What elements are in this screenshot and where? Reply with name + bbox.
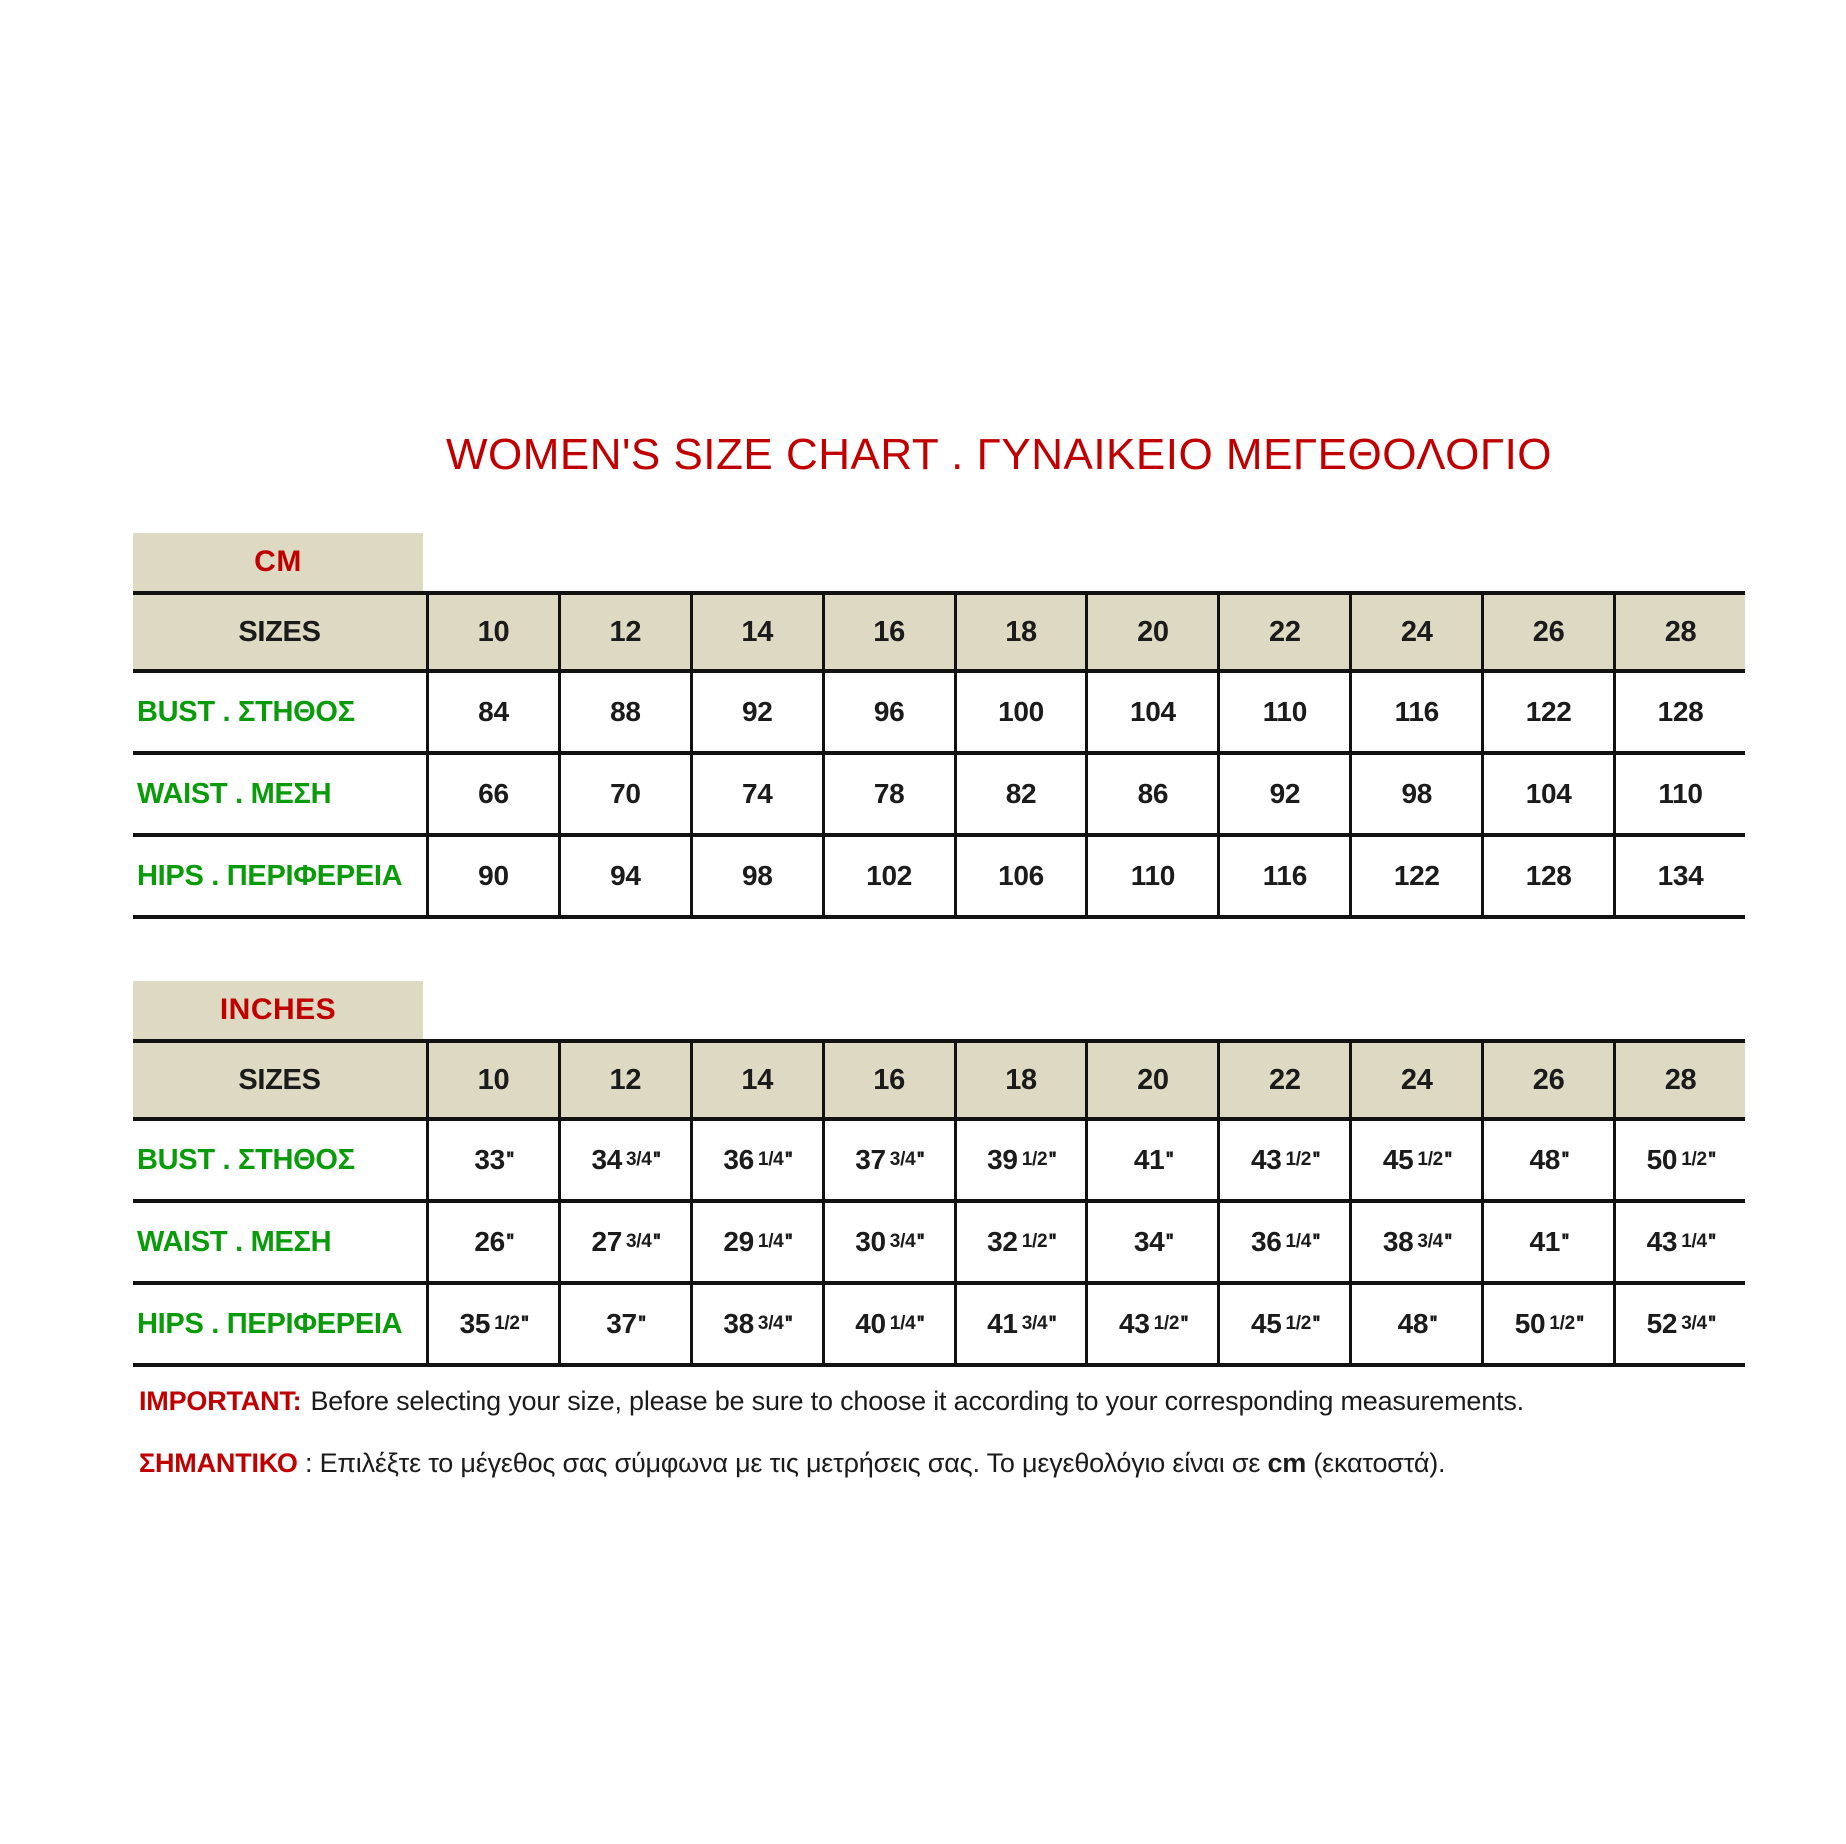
- inch-mark: '': [1165, 1229, 1173, 1254]
- value-whole: 104: [1525, 778, 1572, 809]
- measurement-value: [426, 837, 558, 915]
- sizes-label: SIZES: [238, 1063, 321, 1096]
- measurement-value: [1349, 1121, 1481, 1199]
- value-fraction: 3/4: [1417, 1231, 1443, 1252]
- cm-sizes-header-row: [133, 591, 1745, 673]
- measurement-value: [426, 1203, 558, 1281]
- measurement-value: [690, 837, 822, 915]
- inch-mark: '': [505, 1147, 513, 1172]
- inch-mark: '': [1165, 1147, 1173, 1172]
- size-column-header-18: 18: [954, 595, 1086, 669]
- value-whole: 41: [1133, 1144, 1165, 1175]
- measurement-value: [954, 673, 1086, 751]
- inch-mark: '': [1048, 1311, 1055, 1336]
- measurement-value: [1481, 1121, 1613, 1199]
- measurement-value: [1217, 837, 1349, 915]
- inch-mark: '': [784, 1311, 792, 1336]
- value-fraction: 1/4: [757, 1149, 784, 1170]
- value-fraction: 3/4: [626, 1231, 652, 1252]
- inch-mark: '': [520, 1311, 528, 1336]
- inches-size-table: [133, 981, 1745, 1367]
- value-whole: 110: [1658, 778, 1703, 809]
- measurement-value: [426, 1121, 558, 1199]
- measurement-value: [690, 1285, 822, 1363]
- value-whole: 92: [1269, 778, 1301, 809]
- value-fraction: 3/4: [626, 1149, 652, 1170]
- inch-mark: '': [916, 1147, 924, 1172]
- value-fraction: 1/4: [889, 1313, 916, 1334]
- inch-mark: '': [1707, 1311, 1715, 1336]
- measurement-value: [1613, 837, 1745, 915]
- measurement-value: [690, 673, 822, 751]
- measurement-value: [1085, 837, 1217, 915]
- value-whole: 86: [1137, 778, 1169, 809]
- value-fraction: 1/4: [1681, 1231, 1707, 1252]
- inch-mark: '': [1561, 1147, 1568, 1172]
- value-whole: 122: [1393, 860, 1440, 891]
- measurement-value: [426, 755, 558, 833]
- inch-mark: '': [637, 1311, 645, 1336]
- measurement-row: [133, 1203, 1745, 1285]
- value-whole: 32: [987, 1226, 1018, 1257]
- value-whole: 50: [1646, 1144, 1678, 1175]
- measurement-value: [1217, 673, 1349, 751]
- important-label: IMPORTANT:: [139, 1386, 302, 1416]
- measurement-value: [822, 837, 954, 915]
- value-whole: 104: [1130, 696, 1176, 727]
- value-whole: 98: [1401, 778, 1433, 809]
- measurement-value: [1481, 673, 1613, 751]
- size-column-header-22: 22: [1217, 595, 1349, 669]
- value-whole: 35: [459, 1308, 491, 1339]
- measurement-value: [1085, 673, 1217, 751]
- value-whole: 48: [1397, 1308, 1429, 1339]
- measurement-value: [1349, 837, 1481, 915]
- size-column-header-14: 14: [690, 1043, 822, 1117]
- value-fraction: 1/2: [1285, 1149, 1312, 1170]
- measurement-value: [1085, 1121, 1217, 1199]
- measurement-value: [1481, 755, 1613, 833]
- value-whole: 37: [606, 1308, 637, 1339]
- measurement-value: [1085, 1203, 1217, 1281]
- value-fraction: 1/2: [1681, 1149, 1707, 1170]
- measurement-row: [133, 673, 1745, 755]
- inch-mark: '': [1561, 1229, 1568, 1254]
- value-whole: 43: [1119, 1308, 1150, 1339]
- value-whole: 39: [987, 1144, 1018, 1175]
- inch-mark: '': [916, 1229, 924, 1254]
- inch-mark: '': [1048, 1147, 1055, 1172]
- value-fraction: 3/4: [889, 1231, 916, 1252]
- sizes-label: SIZES: [238, 615, 321, 648]
- value-fraction: 1/4: [757, 1231, 784, 1252]
- value-whole: 38: [1382, 1226, 1414, 1257]
- size-column-header-18: 18: [954, 1043, 1086, 1117]
- measurement-value: [954, 1203, 1086, 1281]
- measurement-value: [1349, 755, 1481, 833]
- measurement-label: WAIST . ΜΕΣΗ: [137, 1225, 332, 1258]
- inch-mark: '': [784, 1229, 792, 1254]
- value-whole: 30: [855, 1226, 886, 1257]
- value-fraction: 1/2: [1417, 1149, 1443, 1170]
- inch-mark: '': [505, 1229, 513, 1254]
- value-whole: 38: [723, 1308, 754, 1339]
- value-whole: 26: [474, 1226, 505, 1257]
- value-fraction: 1/2: [1021, 1149, 1048, 1170]
- size-column-header-16: 16: [822, 1043, 954, 1117]
- value-whole: 94: [610, 860, 641, 891]
- value-whole: 45: [1250, 1308, 1282, 1339]
- measurement-label: BUST . ΣΤΗΘΟΣ: [137, 1143, 355, 1176]
- value-whole: 34: [1133, 1226, 1165, 1257]
- value-whole: 116: [1394, 696, 1439, 727]
- value-whole: 70: [610, 778, 641, 809]
- unit-header-cm: CM: [133, 533, 423, 591]
- size-column-header-24: 24: [1349, 595, 1481, 669]
- value-whole: 134: [1657, 860, 1704, 891]
- measurement-value: [558, 1121, 690, 1199]
- value-fraction: 1/2: [1285, 1313, 1312, 1334]
- measurement-value: [822, 755, 954, 833]
- unit-header-inches: INCHES: [133, 981, 423, 1039]
- value-whole: 37: [855, 1144, 886, 1175]
- inch-mark: '': [916, 1311, 924, 1336]
- value-whole: 128: [1525, 860, 1572, 891]
- value-whole: 78: [873, 778, 905, 809]
- measurement-value: [1349, 1285, 1481, 1363]
- greek-colon: :: [297, 1448, 320, 1479]
- value-whole: 100: [998, 696, 1044, 727]
- value-whole: 41: [987, 1308, 1018, 1339]
- measurement-value: [1349, 673, 1481, 751]
- measurement-value: [822, 1285, 954, 1363]
- inch-mark: '': [1575, 1311, 1583, 1336]
- size-chart-page: [133, 0, 1745, 1844]
- inch-mark: '': [1707, 1147, 1715, 1172]
- greek-important-label: ΣΗΜΑΝΤΙΚΟ: [139, 1448, 298, 1479]
- measurement-value: [1217, 1121, 1349, 1199]
- cm-size-table: [133, 533, 1745, 919]
- measurement-row: [133, 1121, 1745, 1203]
- size-column-header-20: 20: [1085, 1043, 1217, 1117]
- value-whole: 52: [1646, 1308, 1678, 1339]
- measurement-row: [133, 837, 1745, 919]
- inch-mark: '': [1180, 1311, 1187, 1336]
- inch-mark: '': [1443, 1147, 1451, 1172]
- measurement-value: [690, 1121, 822, 1199]
- inch-mark: '': [1707, 1229, 1715, 1254]
- important-note-english: [139, 1386, 1751, 1417]
- measurement-value: [1481, 1285, 1613, 1363]
- measurement-value: [558, 1285, 690, 1363]
- value-whole: 66: [478, 778, 509, 809]
- value-fraction: 1/2: [1021, 1231, 1048, 1252]
- inch-mark: '': [1312, 1311, 1319, 1336]
- inch-mark: '': [1443, 1229, 1451, 1254]
- measurement-value: [954, 1285, 1086, 1363]
- important-note-greek: [139, 1448, 1751, 1479]
- measurement-value: [1613, 755, 1745, 833]
- measurement-value: [558, 837, 690, 915]
- size-column-header-26: 26: [1481, 1043, 1613, 1117]
- value-whole: 110: [1262, 696, 1307, 727]
- value-whole: 33: [474, 1144, 505, 1175]
- value-fraction: 3/4: [889, 1149, 916, 1170]
- value-fraction: 1/2: [494, 1313, 520, 1334]
- value-whole: 88: [610, 696, 641, 727]
- notes-section: [139, 1386, 1751, 1479]
- measurement-value: [1481, 837, 1613, 915]
- size-column-header-16: 16: [822, 595, 954, 669]
- measurement-value: [558, 1203, 690, 1281]
- important-text: Before selecting your size, please be sure to choose it according to your corresponding measurements.: [310, 1386, 1524, 1416]
- value-fraction: 3/4: [1681, 1313, 1707, 1334]
- measurement-value: [1613, 1203, 1745, 1281]
- inch-mark: '': [1429, 1311, 1436, 1336]
- tables-container: [133, 533, 1745, 1367]
- measurement-value: [954, 1121, 1086, 1199]
- value-whole: 122: [1525, 696, 1572, 727]
- value-whole: 90: [478, 860, 509, 891]
- measurement-value: [558, 755, 690, 833]
- measurement-value: [426, 1285, 558, 1363]
- size-column-header-28: 28: [1613, 1043, 1745, 1117]
- measurement-value: [822, 1203, 954, 1281]
- value-whole: 40: [855, 1308, 886, 1339]
- value-whole: 34: [591, 1144, 622, 1175]
- size-column-header-10: 10: [426, 1043, 558, 1117]
- size-column-header-14: 14: [690, 595, 822, 669]
- measurement-value: [1217, 1285, 1349, 1363]
- measurement-label: BUST . ΣΤΗΘΟΣ: [137, 695, 355, 728]
- page-title: WOMEN'S SIZE CHART . ΓΥΝΑΙΚΕΙΟ ΜΕΓΕΘΟΛΟΓΙΟ: [445, 430, 1553, 479]
- size-column-header-20: 20: [1085, 595, 1217, 669]
- measurement-value: [822, 673, 954, 751]
- value-whole: 43: [1646, 1226, 1678, 1257]
- measurement-value: [1613, 673, 1745, 751]
- inch-mark: '': [1312, 1147, 1319, 1172]
- measurement-value: [1085, 755, 1217, 833]
- value-whole: 92: [741, 696, 773, 727]
- measurement-value: [1085, 1285, 1217, 1363]
- value-whole: 45: [1382, 1144, 1414, 1175]
- measurement-value: [1349, 1203, 1481, 1281]
- size-column-header-28: 28: [1613, 595, 1745, 669]
- measurement-value: [690, 1203, 822, 1281]
- measurement-value: [954, 755, 1086, 833]
- size-column-header-26: 26: [1481, 595, 1613, 669]
- value-whole: 106: [998, 860, 1044, 891]
- size-column-header-12: 12: [558, 1043, 690, 1117]
- inch-mark: '': [1312, 1229, 1319, 1254]
- inch-mark: '': [1048, 1229, 1055, 1254]
- value-whole: 36: [723, 1144, 754, 1175]
- value-whole: 116: [1262, 860, 1307, 891]
- measurement-value: [822, 1121, 954, 1199]
- value-whole: 74: [741, 778, 773, 809]
- value-whole: 128: [1657, 696, 1704, 727]
- measurement-row: [133, 755, 1745, 837]
- inches-sizes-header-row: [133, 1039, 1745, 1121]
- measurement-value: [690, 755, 822, 833]
- measurement-value: [426, 673, 558, 751]
- value-whole: 29: [723, 1226, 754, 1257]
- measurement-row: [133, 1285, 1745, 1367]
- greek-important-text: Επιλέξτε το μέγεθος σας σύμφωνα με τις μετρήσεις σας. Το μεγεθολόγιο είναι σε: [319, 1448, 1268, 1479]
- measurement-label: HIPS . ΠΕΡΙΦΕΡΕΙΑ: [137, 859, 403, 892]
- greek-cm-bold: cm: [1267, 1448, 1307, 1479]
- value-fraction: 3/4: [757, 1313, 784, 1334]
- measurement-value: [1481, 1203, 1613, 1281]
- measurement-value: [954, 837, 1086, 915]
- inch-mark: '': [652, 1147, 660, 1172]
- inch-mark: '': [652, 1229, 660, 1254]
- size-column-header-22: 22: [1217, 1043, 1349, 1117]
- value-whole: 110: [1130, 860, 1176, 891]
- measurement-label: WAIST . ΜΕΣΗ: [137, 777, 332, 810]
- value-fraction: 3/4: [1021, 1313, 1048, 1334]
- value-fraction: 1/2: [1549, 1313, 1575, 1334]
- value-whole: 96: [873, 696, 905, 727]
- value-whole: 43: [1250, 1144, 1282, 1175]
- value-whole: 98: [741, 860, 773, 891]
- measurement-value: [1217, 755, 1349, 833]
- value-fraction: 1/2: [1153, 1313, 1180, 1334]
- measurement-value: [1613, 1121, 1745, 1199]
- greek-important-tail: (εκατοστά).: [1306, 1448, 1446, 1479]
- value-whole: 41: [1529, 1226, 1561, 1257]
- measurement-value: [558, 673, 690, 751]
- value-fraction: 1/4: [1285, 1231, 1312, 1252]
- size-column-header-12: 12: [558, 595, 690, 669]
- value-whole: 48: [1529, 1144, 1561, 1175]
- measurement-value: [1613, 1285, 1745, 1363]
- value-whole: 82: [1005, 778, 1037, 809]
- size-column-header-24: 24: [1349, 1043, 1481, 1117]
- measurement-label: HIPS . ΠΕΡΙΦΕΡΕΙΑ: [137, 1307, 403, 1340]
- value-whole: 36: [1250, 1226, 1282, 1257]
- value-whole: 50: [1514, 1308, 1546, 1339]
- value-whole: 102: [866, 860, 913, 891]
- inch-mark: '': [784, 1147, 792, 1172]
- value-whole: 27: [591, 1226, 622, 1257]
- size-column-header-10: 10: [426, 595, 558, 669]
- value-whole: 84: [478, 696, 509, 727]
- measurement-value: [1217, 1203, 1349, 1281]
